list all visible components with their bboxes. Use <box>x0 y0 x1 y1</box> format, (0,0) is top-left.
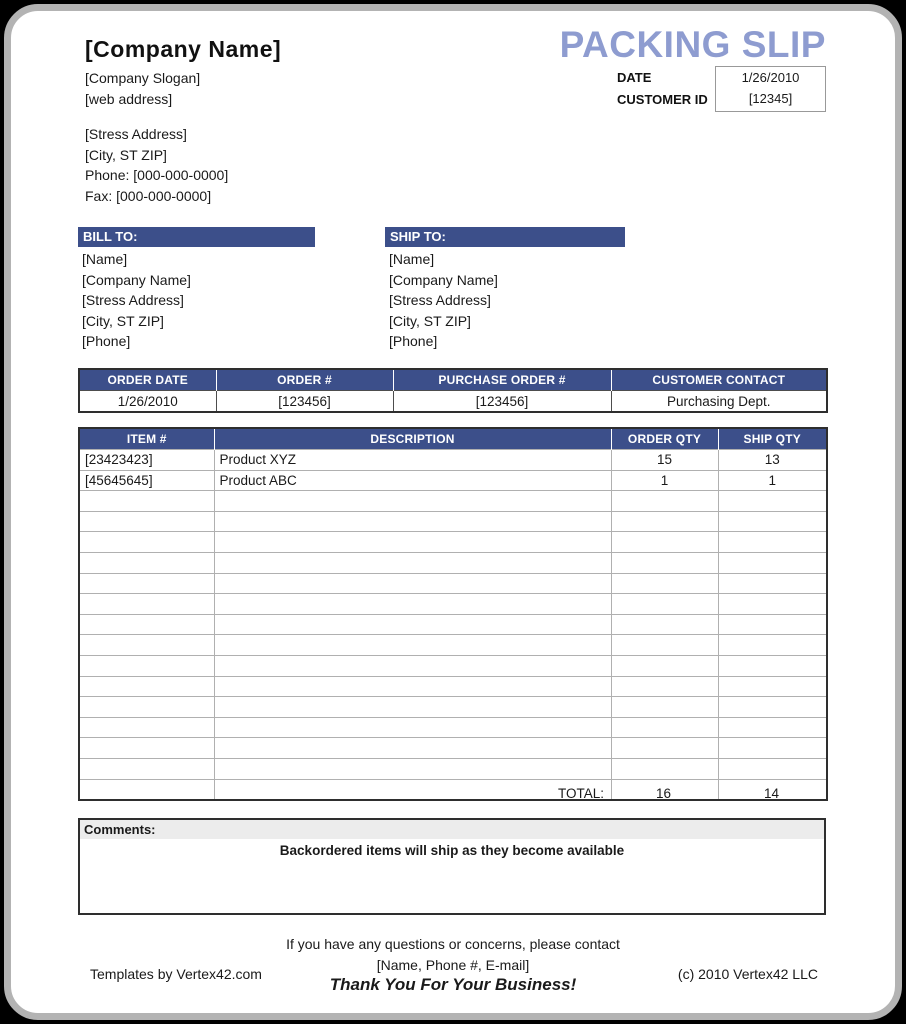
table-cell <box>214 738 611 759</box>
table-row <box>79 738 827 759</box>
company-web-address: [web address] <box>85 91 173 107</box>
total-order-qty: 16 <box>655 786 672 801</box>
total-label: TOTAL: <box>557 786 604 801</box>
table-cell <box>611 614 718 635</box>
footer-copyright: (c) 2010 Vertex42 LLC <box>677 966 818 982</box>
customer-contact-header: CUSTOMER CONTACT <box>611 369 827 391</box>
table-cell: 1 <box>718 470 827 491</box>
table-row <box>79 614 827 635</box>
table-cell <box>79 532 214 553</box>
bill-to-line: [City, ST ZIP] <box>82 312 164 329</box>
footer-thanks-message: Thank You For Your Business! <box>329 975 577 994</box>
table-cell <box>718 758 827 779</box>
bill-to-line: [Stress Address] <box>82 292 184 308</box>
page-title: PACKING SLIP <box>559 24 826 65</box>
table-cell <box>611 697 718 718</box>
table-cell <box>79 594 214 615</box>
table-cell <box>79 573 214 594</box>
ship-to-header: SHIP TO: <box>385 227 625 247</box>
table-cell <box>718 614 827 635</box>
table-cell <box>79 655 214 676</box>
table-cell <box>214 655 611 676</box>
table-row <box>79 573 827 594</box>
table-cell <box>214 532 611 553</box>
table-cell <box>214 676 611 697</box>
table-cell <box>79 758 214 779</box>
table-row <box>79 594 827 615</box>
table-cell <box>79 717 214 738</box>
company-name: [Company Name] <box>85 36 282 62</box>
table-cell <box>611 594 718 615</box>
table-cell <box>611 511 718 532</box>
items-table <box>78 427 826 801</box>
ship-to-block <box>389 249 498 352</box>
comments-text: Backordered items will ship as they become available <box>279 843 625 858</box>
customer-contact-value: Purchasing Dept. <box>611 391 827 413</box>
table-row <box>79 552 827 573</box>
table-row <box>79 697 827 718</box>
company-address-block <box>85 124 228 206</box>
table-row <box>79 758 827 779</box>
table-cell <box>79 511 214 532</box>
table-cell <box>214 635 611 656</box>
ship-to-line: [City, ST ZIP] <box>389 312 471 329</box>
comments-label: Comments: <box>80 820 824 839</box>
table-row <box>79 532 827 553</box>
ship-to-line: [Phone] <box>389 333 438 349</box>
table-cell <box>79 738 214 759</box>
date-label: DATE <box>617 70 652 85</box>
purchase-order-header: PURCHASE ORDER # <box>393 369 611 391</box>
company-city-line: [City, ST ZIP] <box>85 146 167 163</box>
company-slogan: [Company Slogan] <box>85 70 201 86</box>
table-cell: 15 <box>611 450 718 471</box>
bill-to-block <box>82 249 191 352</box>
table-cell <box>611 655 718 676</box>
table-cell <box>79 614 214 635</box>
description-header: DESCRIPTION <box>214 428 611 450</box>
table-cell <box>718 532 827 553</box>
table-row <box>79 655 827 676</box>
customer-id-value: [12345] <box>715 88 826 112</box>
table-cell <box>718 594 827 615</box>
table-cell <box>718 717 827 738</box>
totals-row <box>78 784 826 804</box>
table-cell <box>611 552 718 573</box>
table-cell: [45645645] <box>79 470 214 491</box>
table-cell <box>214 552 611 573</box>
bill-to-line: [Phone] <box>82 333 131 349</box>
ship-to-line: [Name] <box>389 251 435 267</box>
table-row <box>79 450 827 471</box>
order-number-value: [123456] <box>216 391 393 413</box>
table-cell <box>214 758 611 779</box>
table-cell <box>718 552 827 573</box>
footer-template-credit: Templates by Vertex42.com <box>90 966 262 982</box>
table-cell <box>79 552 214 573</box>
order-info-value-row <box>79 391 827 413</box>
purchase-order-value: [123456] <box>393 391 611 413</box>
order-info-header-row <box>79 369 827 391</box>
table-cell <box>718 491 827 512</box>
table-cell: 1 <box>611 470 718 491</box>
order-date-value: 1/26/2010 <box>79 391 216 413</box>
table-cell <box>718 655 827 676</box>
table-cell <box>214 614 611 635</box>
table-cell: 13 <box>718 450 827 471</box>
bill-to-header: BILL TO: <box>78 227 315 247</box>
table-cell <box>611 738 718 759</box>
table-cell <box>214 573 611 594</box>
ship-to-line: [Stress Address] <box>389 292 491 308</box>
customer-id-label: CUSTOMER ID <box>617 92 708 107</box>
bill-to-line: [Name] <box>82 251 128 267</box>
bill-to-line: [Company Name] <box>82 271 191 288</box>
footer-contact-detail: [Name, Phone #, E-mail] <box>376 957 530 973</box>
order-date-header: ORDER DATE <box>79 369 216 391</box>
table-cell <box>214 594 611 615</box>
order-number-header: ORDER # <box>216 369 393 391</box>
ship-to-line: [Company Name] <box>389 271 498 288</box>
table-cell: [23423423] <box>79 450 214 471</box>
table-cell <box>214 717 611 738</box>
table-cell <box>718 511 827 532</box>
order-info-table <box>78 368 826 413</box>
table-cell <box>611 758 718 779</box>
table-cell <box>718 676 827 697</box>
table-cell <box>214 491 611 512</box>
table-cell <box>718 573 827 594</box>
table-cell <box>214 511 611 532</box>
table-row <box>79 635 827 656</box>
order-qty-header: ORDER QTY <box>611 428 718 450</box>
table-row <box>79 676 827 697</box>
company-street-address: [Stress Address] <box>85 126 187 142</box>
table-row <box>79 717 827 738</box>
table-cell <box>718 635 827 656</box>
table-cell <box>214 697 611 718</box>
table-cell <box>611 491 718 512</box>
table-cell <box>79 635 214 656</box>
table-cell <box>611 717 718 738</box>
table-cell <box>611 676 718 697</box>
table-cell <box>79 491 214 512</box>
table-cell <box>718 738 827 759</box>
company-phone-line: Phone: [000-000-0000] <box>85 167 229 184</box>
table-cell <box>718 697 827 718</box>
table-cell <box>79 676 214 697</box>
table-cell: Product XYZ <box>214 450 611 471</box>
item-number-header: ITEM # <box>79 428 214 450</box>
table-cell <box>611 635 718 656</box>
date-value: 1/26/2010 <box>715 66 826 90</box>
table-row <box>79 491 827 512</box>
ship-qty-header: SHIP QTY <box>718 428 827 450</box>
footer-contact-line: If you have any questions or concerns, please contact <box>286 936 620 952</box>
table-cell <box>79 697 214 718</box>
company-fax-line: Fax: [000-000-0000] <box>85 187 212 204</box>
items-header-row <box>79 428 827 450</box>
comments-box <box>78 818 826 915</box>
table-row <box>79 470 827 491</box>
table-cell: Product ABC <box>214 470 611 491</box>
items-table-body <box>79 450 827 801</box>
total-ship-qty: 14 <box>763 786 780 801</box>
table-cell <box>611 532 718 553</box>
table-row <box>79 511 827 532</box>
table-cell <box>611 573 718 594</box>
